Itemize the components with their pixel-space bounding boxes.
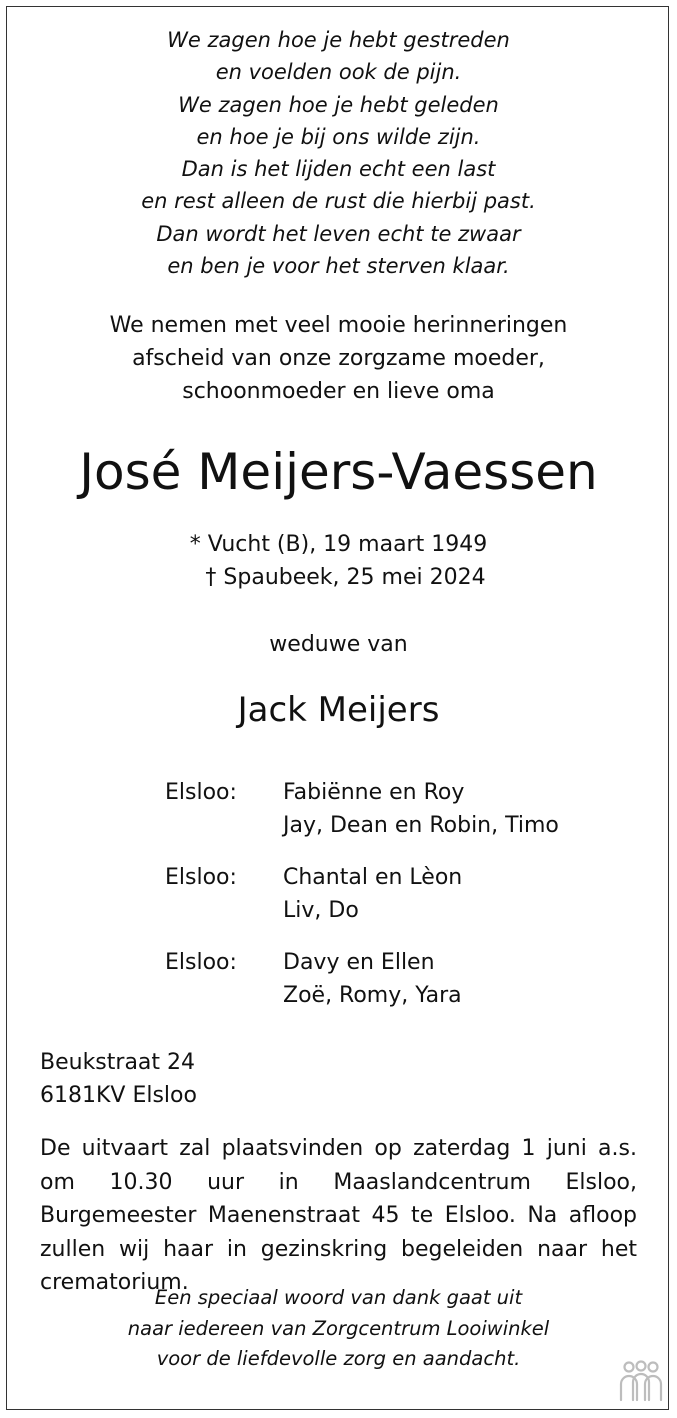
family-names-line: Chantal en Lèon: [283, 865, 463, 890]
poem-line: We zagen hoe je hebt gestreden: [167, 28, 510, 52]
family-names-line: Fabiënne en Roy: [283, 780, 465, 805]
family-place: Elsloo:: [165, 865, 237, 890]
family-names-line: Zoë, Romy, Yara: [283, 983, 462, 1008]
thanks-line: naar iedereen van Zorgcentrum Looiwinkel: [127, 1316, 550, 1340]
address-street: Beukstraat 24: [40, 1050, 196, 1075]
poem-line: en hoe je bij ons wilde zijn.: [196, 124, 481, 149]
family-names-line: Jay, Dean en Robin, Timo: [283, 813, 559, 838]
poem-line: en ben je voor het sterven klaar.: [167, 254, 510, 279]
funeral-details: De uitvaart zal plaatsvinden op zaterdag 1 juni a.s. om 10.30 uur in Maaslandcentrum Elsloo, Burgemeester Maenenstraat 45 te Elsloo. Na afloop zullen wij haar in gezinskring begeleiden naar het crematorium.: [40, 1136, 637, 1295]
intro-text: [0, 309, 677, 408]
intro-line: We nemen met veel mooie herinneringen: [109, 313, 568, 338]
thanks-note: [0, 1283, 677, 1375]
family-names-line: Davy en Ellen: [283, 950, 435, 975]
intro-line: schoonmoeder en lieve oma: [182, 379, 495, 404]
people-group-icon: [617, 1360, 665, 1402]
family-names: [283, 861, 462, 927]
life-dates: [0, 528, 677, 594]
family-group: [165, 946, 585, 1012]
family-names-line: Liv, Do: [283, 898, 359, 923]
intro-line: afscheid van onze zorgzame moeder,: [132, 346, 545, 371]
thanks-line: Een speciaal woord van dank gaat uit: [154, 1286, 523, 1309]
family-names: [283, 946, 462, 1012]
deceased-name: José Meijers-Vaessen: [79, 443, 598, 501]
poem-line: Dan wordt het leven echt te zwaar: [156, 221, 521, 246]
thanks-line: voor de liefdevolle zorg en aandacht.: [156, 1347, 521, 1370]
poem-line: en rest alleen de rust die hierbij past.: [141, 189, 536, 214]
family-group: [165, 861, 585, 927]
poem-line: en voelden ook de pijn.: [215, 60, 462, 85]
family-place: Elsloo:: [165, 780, 237, 805]
family-place: Elsloo:: [165, 950, 237, 975]
poem-line: We zagen hoe je hebt geleden: [178, 92, 499, 117]
birth-date: * Vucht (B), 19 maart 1949: [189, 532, 488, 557]
husband-name: Jack Meijers: [237, 690, 440, 730]
poem-line: Dan is het lijden echt een last: [181, 157, 496, 182]
family-group: [165, 776, 585, 842]
family-list: [165, 776, 585, 1031]
family-names: [283, 776, 559, 842]
address: [40, 1046, 197, 1112]
widow-of-label: weduwe van: [269, 632, 408, 657]
poem: [0, 24, 677, 282]
address-city: 6181KV Elsloo: [40, 1083, 197, 1108]
death-date: † Spaubeek, 25 mei 2024: [205, 565, 486, 590]
